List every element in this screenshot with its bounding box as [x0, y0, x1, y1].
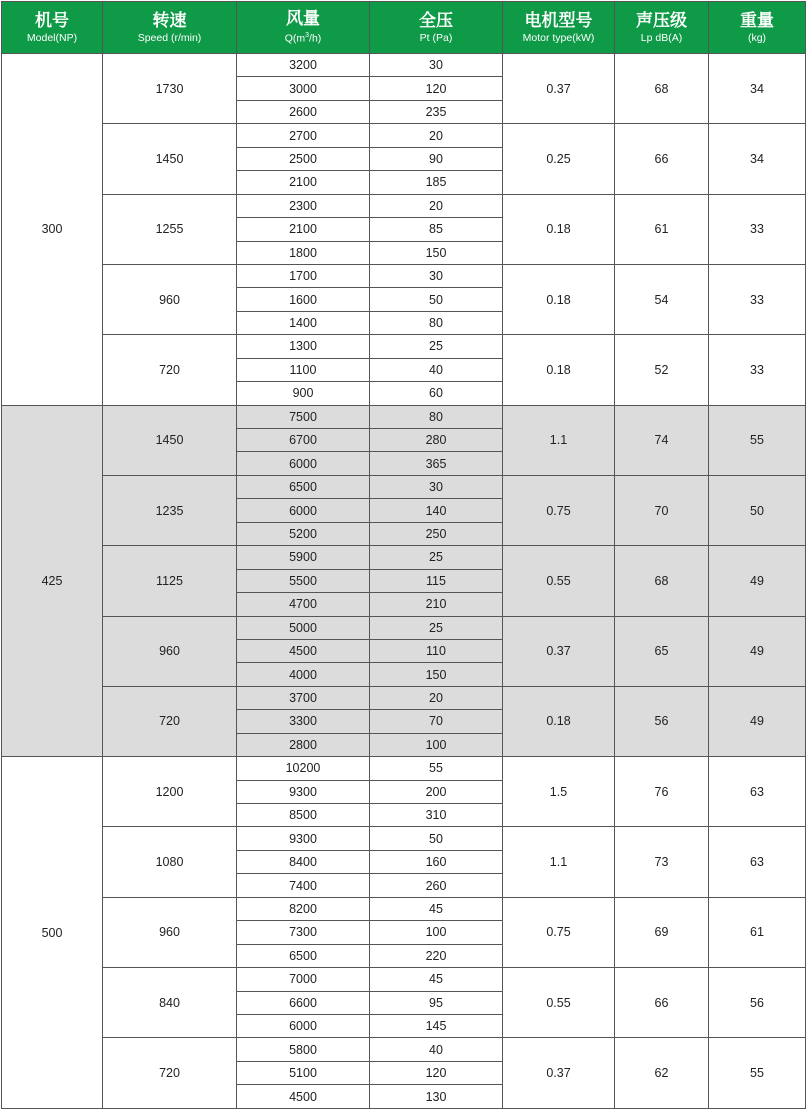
flow-cell: 4500	[237, 1085, 370, 1109]
flow-cell: 8500	[237, 804, 370, 827]
noise-cell: 68	[615, 54, 709, 124]
flow-cell: 1300	[237, 335, 370, 358]
speed-cell: 960	[103, 897, 237, 967]
table-row	[2, 335, 806, 358]
pressure-cell: 50	[370, 827, 503, 850]
flow-cell: 6000	[237, 1014, 370, 1037]
flow-cell: 3300	[237, 710, 370, 733]
motor-cell: 0.37	[503, 616, 615, 686]
pressure-cell: 185	[370, 171, 503, 194]
noise-cell: 52	[615, 335, 709, 405]
speed-cell: 1730	[103, 54, 237, 124]
flow-cell: 1700	[237, 264, 370, 287]
flow-cell: 6500	[237, 944, 370, 967]
speed-cell: 1235	[103, 475, 237, 545]
flow-cell: 7000	[237, 968, 370, 991]
flow-cell: 1100	[237, 358, 370, 381]
noise-cell: 61	[615, 194, 709, 264]
flow-cell: 6600	[237, 991, 370, 1014]
pressure-cell: 200	[370, 780, 503, 803]
noise-cell: 62	[615, 1038, 709, 1109]
flow-cell: 1400	[237, 311, 370, 334]
flow-cell: 4700	[237, 593, 370, 616]
pressure-cell: 235	[370, 100, 503, 123]
header-pressure-zh: 全压	[419, 10, 453, 31]
table-body	[2, 54, 806, 1109]
flow-cell: 5200	[237, 522, 370, 545]
header-weight-en: (kg)	[747, 31, 767, 44]
motor-cell: 0.55	[503, 546, 615, 616]
header-flow-en	[237, 29, 369, 46]
motor-cell: 0.25	[503, 124, 615, 194]
pressure-cell: 250	[370, 522, 503, 545]
header-row	[2, 2, 806, 54]
pressure-cell: 150	[370, 663, 503, 686]
flow-cell: 2500	[237, 147, 370, 170]
flow-cell: 7300	[237, 921, 370, 944]
pressure-cell: 140	[370, 499, 503, 522]
noise-cell: 56	[615, 686, 709, 756]
pressure-cell: 25	[370, 335, 503, 358]
table-row	[2, 757, 806, 780]
pressure-cell: 30	[370, 264, 503, 287]
flow-cell: 4000	[237, 663, 370, 686]
table-row	[2, 546, 806, 569]
noise-cell: 66	[615, 124, 709, 194]
motor-cell: 0.75	[503, 475, 615, 545]
noise-cell: 70	[615, 475, 709, 545]
motor-cell: 0.37	[503, 54, 615, 124]
pressure-cell: 30	[370, 475, 503, 498]
motor-cell: 0.18	[503, 686, 615, 756]
motor-cell: 0.18	[503, 335, 615, 405]
pressure-cell: 45	[370, 897, 503, 920]
speed-cell: 720	[103, 686, 237, 756]
flow-cell: 2300	[237, 194, 370, 217]
weight-cell: 33	[709, 194, 806, 264]
pressure-cell: 20	[370, 124, 503, 147]
pressure-cell: 20	[370, 194, 503, 217]
speed-cell: 720	[103, 1038, 237, 1109]
weight-cell: 34	[709, 54, 806, 124]
header-pressure	[370, 2, 503, 54]
pressure-cell: 310	[370, 804, 503, 827]
motor-cell: 0.75	[503, 897, 615, 967]
header-motor-zh: 电机型号	[524, 10, 593, 31]
header-pressure-en: Pt (Pa)	[419, 31, 453, 44]
pressure-cell: 25	[370, 546, 503, 569]
flow-cell: 5500	[237, 569, 370, 592]
flow-cell: 3000	[237, 77, 370, 100]
table-row	[2, 475, 806, 498]
pressure-cell: 220	[370, 944, 503, 967]
pressure-cell: 60	[370, 382, 503, 405]
noise-cell: 74	[615, 405, 709, 475]
flow-cell: 4500	[237, 639, 370, 662]
table-row	[2, 264, 806, 287]
pressure-cell: 160	[370, 850, 503, 873]
weight-cell: 63	[709, 757, 806, 827]
pressure-cell: 85	[370, 218, 503, 241]
noise-cell: 76	[615, 757, 709, 827]
flow-cell: 6500	[237, 475, 370, 498]
motor-cell: 0.55	[503, 968, 615, 1038]
flow-cell: 8200	[237, 897, 370, 920]
pressure-cell: 80	[370, 405, 503, 428]
pressure-cell: 145	[370, 1014, 503, 1037]
table-row	[2, 194, 806, 217]
pressure-cell: 25	[370, 616, 503, 639]
pressure-cell: 210	[370, 593, 503, 616]
header-noise	[615, 2, 709, 54]
pressure-cell: 130	[370, 1085, 503, 1109]
header-motor	[503, 2, 615, 54]
flow-cell: 6000	[237, 452, 370, 475]
header-weight-zh: 重量	[740, 10, 774, 31]
speed-cell: 720	[103, 335, 237, 405]
flow-cell: 2800	[237, 733, 370, 756]
speed-cell: 1200	[103, 757, 237, 827]
flow-cell: 9300	[237, 780, 370, 803]
table-row	[2, 686, 806, 709]
pressure-cell: 40	[370, 358, 503, 381]
weight-cell: 50	[709, 475, 806, 545]
pressure-cell: 45	[370, 968, 503, 991]
table-row	[2, 405, 806, 428]
fan-spec-table	[1, 1, 806, 1109]
pressure-cell: 100	[370, 733, 503, 756]
flow-cell: 2100	[237, 218, 370, 241]
table-row	[2, 897, 806, 920]
pressure-cell: 110	[370, 639, 503, 662]
noise-cell: 69	[615, 897, 709, 967]
pressure-cell: 100	[370, 921, 503, 944]
model-cell: 300	[2, 54, 103, 406]
weight-cell: 55	[709, 405, 806, 475]
weight-cell: 63	[709, 827, 806, 897]
flow-cell: 3700	[237, 686, 370, 709]
flow-cell: 5900	[237, 546, 370, 569]
header-flow-en-pre: Q(m	[284, 32, 306, 45]
flow-cell: 10200	[237, 757, 370, 780]
speed-cell: 960	[103, 264, 237, 334]
flow-cell: 2100	[237, 171, 370, 194]
motor-cell: 1.1	[503, 405, 615, 475]
motor-cell: 0.37	[503, 1038, 615, 1109]
pressure-cell: 365	[370, 452, 503, 475]
model-cell: 425	[2, 405, 103, 757]
pressure-cell: 20	[370, 686, 503, 709]
weight-cell: 34	[709, 124, 806, 194]
weight-cell: 33	[709, 264, 806, 334]
pressure-cell: 50	[370, 288, 503, 311]
flow-cell: 2600	[237, 100, 370, 123]
pressure-cell: 90	[370, 147, 503, 170]
speed-cell: 1255	[103, 194, 237, 264]
noise-cell: 54	[615, 264, 709, 334]
flow-cell: 7400	[237, 874, 370, 897]
header-model-zh: 机号	[35, 10, 69, 31]
pressure-cell: 40	[370, 1038, 503, 1061]
header-noise-en: Lp dB(A)	[640, 31, 683, 44]
header-flow-zh: 风量	[286, 9, 320, 30]
weight-cell: 49	[709, 546, 806, 616]
pressure-cell: 30	[370, 54, 503, 77]
header-noise-zh: 声压级	[636, 10, 687, 31]
header-speed-zh: 转速	[152, 10, 187, 31]
pressure-cell: 120	[370, 1061, 503, 1084]
noise-cell: 73	[615, 827, 709, 897]
weight-cell: 56	[709, 968, 806, 1038]
weight-cell: 61	[709, 897, 806, 967]
header-model-en: Model(NP)	[26, 31, 78, 44]
flow-cell: 1800	[237, 241, 370, 264]
pressure-cell: 80	[370, 311, 503, 334]
speed-cell: 960	[103, 616, 237, 686]
flow-cell: 2700	[237, 124, 370, 147]
weight-cell: 33	[709, 335, 806, 405]
weight-cell: 55	[709, 1038, 806, 1109]
noise-cell: 68	[615, 546, 709, 616]
noise-cell: 66	[615, 968, 709, 1038]
table-header	[2, 2, 806, 54]
flow-cell: 8400	[237, 850, 370, 873]
speed-cell: 1125	[103, 546, 237, 616]
flow-cell: 6000	[237, 499, 370, 522]
pressure-cell: 280	[370, 429, 503, 452]
pressure-cell: 70	[370, 710, 503, 733]
flow-cell: 900	[237, 382, 370, 405]
header-speed	[103, 2, 237, 54]
speed-cell: 1080	[103, 827, 237, 897]
flow-cell: 1600	[237, 288, 370, 311]
table-row	[2, 124, 806, 147]
motor-cell: 0.18	[503, 194, 615, 264]
header-model	[2, 2, 103, 54]
pressure-cell: 150	[370, 241, 503, 264]
pressure-cell: 95	[370, 991, 503, 1014]
flow-cell: 5000	[237, 616, 370, 639]
speed-cell: 1450	[103, 405, 237, 475]
header-flow-en-sup: 3	[305, 32, 310, 40]
pressure-cell: 55	[370, 757, 503, 780]
speed-cell: 840	[103, 968, 237, 1038]
flow-cell: 3200	[237, 54, 370, 77]
noise-cell: 65	[615, 616, 709, 686]
header-flow-en-post: /h)	[309, 32, 322, 45]
pressure-cell: 120	[370, 77, 503, 100]
flow-cell: 6700	[237, 429, 370, 452]
pressure-cell: 260	[370, 874, 503, 897]
table-row	[2, 616, 806, 639]
weight-cell: 49	[709, 616, 806, 686]
table-row	[2, 54, 806, 77]
header-motor-en: Motor type(kW)	[522, 31, 595, 44]
motor-cell: 1.1	[503, 827, 615, 897]
header-weight	[709, 2, 806, 54]
table-row	[2, 1038, 806, 1061]
model-cell: 500	[2, 757, 103, 1109]
motor-cell: 1.5	[503, 757, 615, 827]
flow-cell: 7500	[237, 405, 370, 428]
weight-cell: 49	[709, 686, 806, 756]
speed-cell: 1450	[103, 124, 237, 194]
header-flow	[237, 2, 370, 54]
flow-cell: 9300	[237, 827, 370, 850]
table-row	[2, 968, 806, 991]
motor-cell: 0.18	[503, 264, 615, 334]
flow-cell: 5100	[237, 1061, 370, 1084]
flow-cell: 5800	[237, 1038, 370, 1061]
header-speed-en: Speed (r/min)	[137, 31, 202, 44]
table-row	[2, 827, 806, 850]
pressure-cell: 115	[370, 569, 503, 592]
